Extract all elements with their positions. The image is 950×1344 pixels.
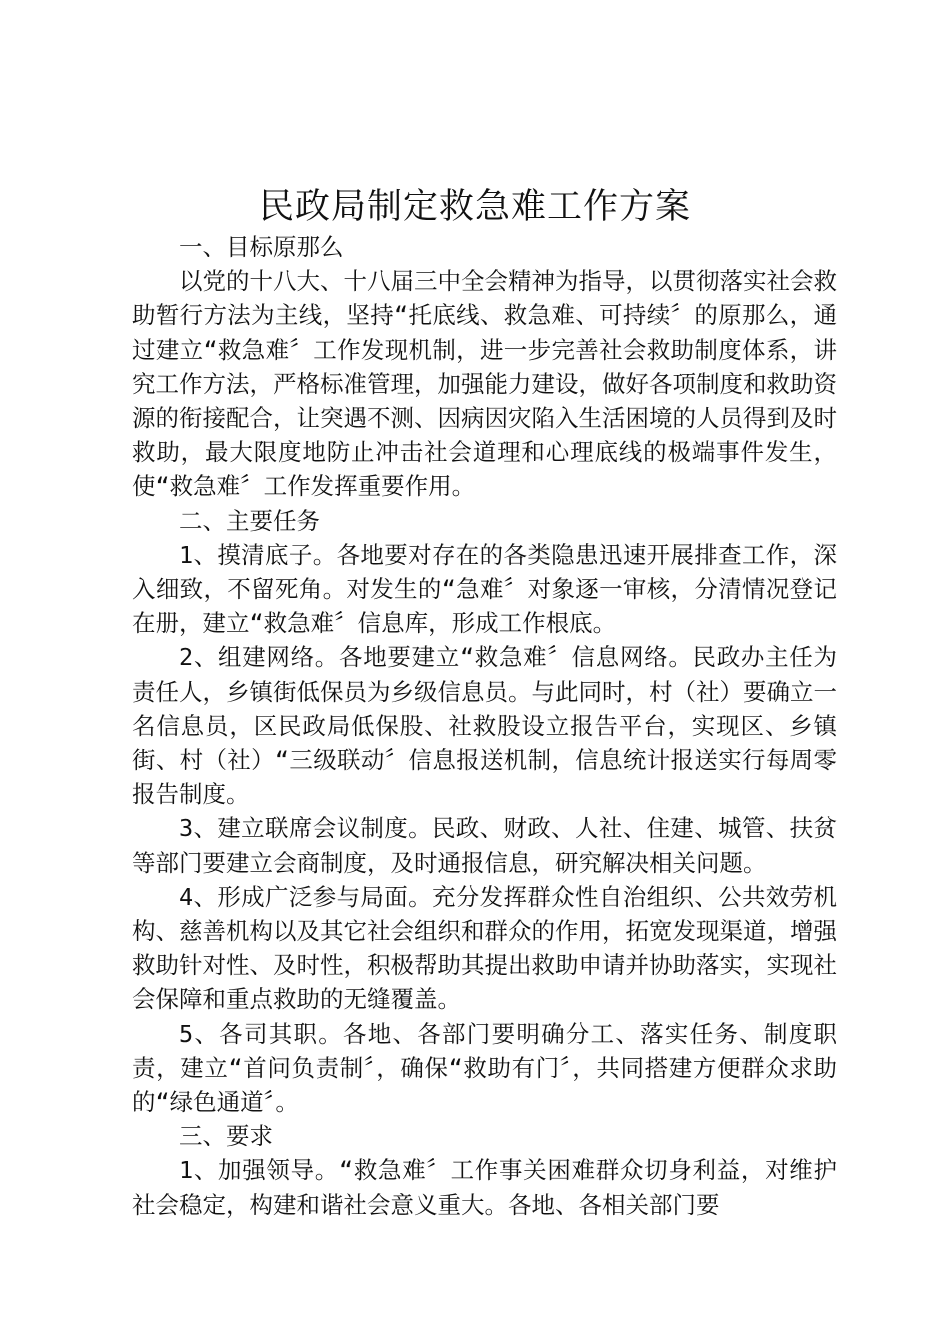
paragraph-requirement-1: 1、加强领导。“救急难〞工作事关困难群众切身利益，对维护社会稳定，构建和谐社会意义重大。各地、各相关部门要	[132, 1156, 837, 1219]
paragraph-task-4: 4、形成广泛参与局面。充分发挥群众性自治组织、公共效劳机构、慈善机构以及其它社会组织和群众的作用，拓宽发现渠道，增强救助针对性、及时性，积极帮助其提出救助申请并协助落实，实现社会保障和重点救助的无缝覆盖。	[132, 882, 837, 1014]
paragraph-task-2: 2、组建网络。各地要建立“救急难〞信息网络。民政办主任为责任人，乡镇街低保员为乡级信息员。与此同时，村（社）要确立一名信息员，区民政局低保股、社救股设立报告平台，实现区、乡镇街、村（社）“三级联动〞信息报送机制，信息统计报送实行每周零报告制度。	[132, 643, 837, 809]
section-heading-goals: 一、目标原那么	[179, 233, 344, 261]
document-title: 民政局制定救急难工作方案	[258, 187, 691, 227]
paragraph-task-5: 5、各司其职。各地、各部门要明确分工、落实任务、制度职责，建立“首问负责制〞，确保“救助有门〞，共同搭建方便群众求助的“绿色通道〞。	[132, 1019, 837, 1117]
document-body	[132, 230, 837, 1222]
paragraph-guiding-principle: 以党的十八大、十八届三中全会精神为指导，以贯彻落实社会救助暂行方法为主线，坚持“托底线、救急难、可持续〞的原那么，通过建立“救急难〞工作发现机制，进一步完善社会救助制度体系，讲究工作方法，严格标准管理，加强能力建设，做好各项制度和救助资源的衔接配合，让突遇不测、因病因灾陷入生活困境的人员得到及时救助，最大限度地防止冲击社会道理和心理底线的极端事件发生，使“救急难〞工作发挥重要作用。	[132, 267, 837, 501]
section-heading-requirements: 三、要求	[179, 1122, 273, 1151]
paragraph-task-1: 1、摸清底子。各地要对存在的各类隐患迅速开展排查工作，深入细致，不留死角。对发生的“急难〞对象逐一审核，分清情况登记在册，建立“救急难〞信息库，形成工作根底。	[132, 540, 837, 638]
paragraph-task-3: 3、建立联席会议制度。民政、财政、人社、住建、城管、扶贫等部门要建立会商制度，及时通报信息，研究解决相关问题。	[132, 814, 837, 877]
section-heading-main-tasks: 二、主要任务	[179, 506, 320, 535]
